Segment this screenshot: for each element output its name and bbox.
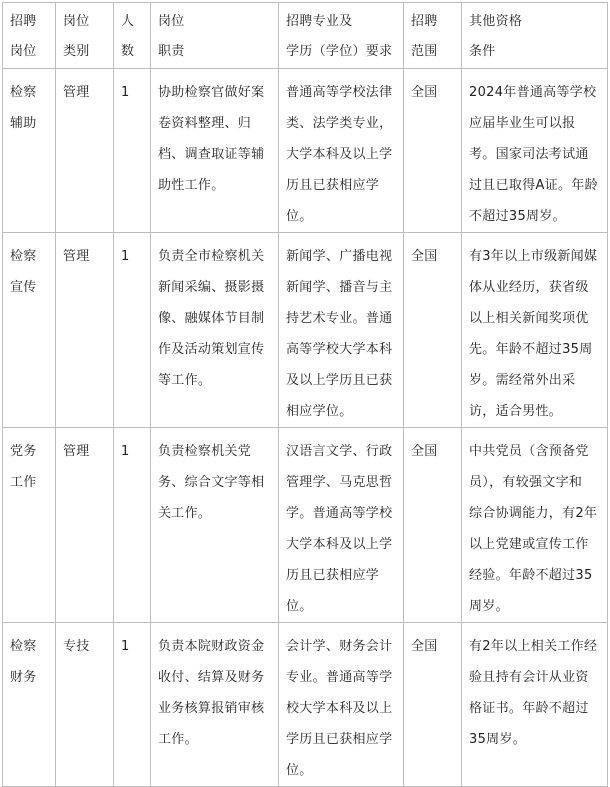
cell-text: 新闻采编、摄影摄 — [158, 280, 265, 295]
cell-text: 历且已获相应学 — [286, 568, 380, 583]
cell-text: 岁。需经常外出采 — [469, 373, 576, 388]
cell-text: 管理学、马克思哲 — [286, 475, 393, 490]
cell-text: 体从业经历，获省级 — [469, 280, 589, 295]
cell-text: 全国 — [411, 444, 438, 459]
header-text: 类别 — [63, 44, 90, 59]
cell-major — [279, 428, 404, 623]
header-category — [56, 3, 114, 69]
header-text: 范围 — [411, 44, 438, 59]
cell-text: 工作 — [10, 475, 37, 490]
cell-duty — [151, 623, 279, 787]
cell-text: 先。年龄不超过35周 — [469, 342, 593, 357]
cell-text: 专技 — [63, 639, 90, 654]
cell-text: 财务 — [10, 670, 37, 685]
cell-duty — [151, 428, 279, 623]
header-scope — [404, 3, 462, 69]
cell-text: 1 — [121, 444, 130, 459]
cell-text: 管理 — [63, 85, 90, 100]
cell-text: 2024年普通高等学校 — [469, 85, 597, 100]
header-text: 招聘专业及 — [286, 14, 353, 29]
cell-category — [56, 69, 114, 233]
cell-text: 辅助 — [10, 116, 37, 131]
cell-scope — [404, 233, 462, 428]
cell-text: 全国 — [411, 85, 438, 100]
cell-text: 工作。 — [158, 732, 198, 747]
cell-text: 助性工作。 — [158, 178, 225, 193]
header-text: 数 — [121, 44, 135, 59]
cell-text: 考。国家司法考试通 — [469, 147, 589, 162]
cell-text: 新闻学、广播电视 — [286, 249, 393, 264]
header-text: 招聘 — [411, 14, 438, 29]
cell-text: 专业。普通高等学 — [286, 670, 393, 685]
cell-other — [462, 428, 608, 623]
cell-count — [114, 69, 151, 233]
cell-scope — [404, 428, 462, 623]
header-other — [462, 3, 608, 69]
cell-text: 员），有较强文字和 — [469, 475, 583, 490]
cell-count — [114, 233, 151, 428]
cell-text: 位。 — [286, 763, 313, 778]
cell-position — [3, 623, 56, 787]
cell-text: 校大学本科及以上 — [286, 701, 393, 716]
cell-text: 历且已获相应学 — [286, 178, 380, 193]
cell-text: 以上相关新闻奖项优 — [469, 311, 589, 326]
header-text: 招聘 — [10, 14, 37, 29]
header-row — [3, 3, 608, 69]
cell-text: 经验。年龄不超过35 — [469, 568, 593, 583]
cell-text: 汉语言文学、行政 — [286, 444, 393, 459]
cell-text: 等工作。 — [158, 373, 212, 388]
cell-text: 检察 — [10, 639, 37, 654]
cell-text: 格证书。年龄不超过 — [469, 701, 589, 716]
cell-text: 全国 — [411, 249, 438, 264]
header-text: 岗位 — [158, 14, 185, 29]
header-text: 条件 — [469, 44, 496, 59]
header-position — [3, 3, 56, 69]
table-row — [3, 233, 608, 428]
cell-other — [462, 233, 608, 428]
cell-text: 协助检察官做好案 — [158, 85, 265, 100]
cell-text: 会计学、财务会计 — [286, 639, 393, 654]
table-row — [3, 69, 608, 233]
cell-text: 学历且已获相应学 — [286, 732, 393, 747]
cell-text: 应届毕业生可以报 — [469, 116, 576, 131]
cell-text: 有3年以上市级新闻媒 — [469, 249, 598, 264]
header-text: 其他资格 — [469, 14, 523, 29]
header-text: 职责 — [158, 44, 185, 59]
cell-text: 及以上学历且已获 — [286, 373, 393, 388]
cell-text: 相应学位。 — [286, 404, 353, 419]
cell-position — [3, 428, 56, 623]
cell-text: 验且持有会计从业资 — [469, 670, 589, 685]
cell-text: 访，适合男性。 — [469, 404, 563, 419]
header-count — [114, 3, 151, 69]
cell-text: 过且已取得A证。年龄 — [469, 178, 598, 193]
cell-category — [56, 233, 114, 428]
cell-text: 党务 — [10, 444, 37, 459]
cell-text: 卷资料整理、归 — [158, 116, 252, 131]
cell-text: 周岁。 — [469, 599, 509, 614]
cell-other — [462, 69, 608, 233]
cell-text: 有2年以上相关工作经 — [469, 639, 598, 654]
cell-count — [114, 623, 151, 787]
header-text: 岗位 — [63, 14, 90, 29]
cell-text: 档、调查取证等辅 — [158, 147, 265, 162]
cell-text: 1 — [121, 85, 130, 100]
cell-text: 负责检察机关党 — [158, 444, 252, 459]
cell-text: 关工作。 — [158, 506, 212, 521]
cell-duty — [151, 233, 279, 428]
cell-text: 宣传 — [10, 280, 37, 295]
header-duty — [151, 3, 279, 69]
table-row — [3, 428, 608, 623]
cell-text: 新闻学、播音与主 — [286, 280, 393, 295]
cell-text: 大学本科及以上学 — [286, 537, 393, 552]
cell-category — [56, 623, 114, 787]
cell-text: 检察 — [10, 249, 37, 264]
cell-text: 高等学校大学本科 — [286, 342, 393, 357]
cell-text: 学。普通高等学校 — [286, 506, 393, 521]
table-row — [3, 623, 608, 787]
cell-text: 以上党建或宣传工作 — [469, 537, 589, 552]
cell-text: 管理 — [63, 444, 90, 459]
header-text: 学历（学位）要求 — [286, 44, 393, 59]
cell-scope — [404, 69, 462, 233]
cell-text: 像、融媒体节目制 — [158, 311, 265, 326]
cell-text: 位。 — [286, 209, 313, 224]
cell-text: 负责全市检察机关 — [158, 249, 265, 264]
cell-text: 务、综合文字等相 — [158, 475, 265, 490]
cell-text: 业务核算报销审核 — [158, 701, 265, 716]
header-text: 人 — [121, 14, 135, 29]
cell-text: 综合协调能力，有2年 — [469, 506, 598, 521]
cell-text: 管理 — [63, 249, 90, 264]
cell-text: 类、法学类专业， — [286, 116, 393, 131]
cell-text: 全国 — [411, 639, 438, 654]
cell-text: 1 — [121, 639, 130, 654]
cell-text: 中共党员（含预备党 — [469, 444, 589, 459]
cell-major — [279, 69, 404, 233]
header-major — [279, 3, 404, 69]
cell-major — [279, 623, 404, 787]
cell-text: 1 — [121, 249, 130, 264]
cell-text: 检察 — [10, 85, 37, 100]
cell-duty — [151, 69, 279, 233]
cell-position — [3, 233, 56, 428]
cell-text: 35周岁。 — [469, 732, 527, 747]
cell-scope — [404, 623, 462, 787]
cell-text: 负责本院财政资金 — [158, 639, 265, 654]
cell-text: 位。 — [286, 599, 313, 614]
cell-text: 作及活动策划宣传 — [158, 342, 265, 357]
recruitment-table — [2, 2, 608, 787]
cell-category — [56, 428, 114, 623]
cell-text: 持艺术专业。普通 — [286, 311, 393, 326]
cell-count — [114, 428, 151, 623]
cell-text: 不超过35周岁。 — [469, 209, 566, 224]
cell-text: 大学本科及以上学 — [286, 147, 393, 162]
cell-other — [462, 623, 608, 787]
cell-major — [279, 233, 404, 428]
cell-text: 普通高等学校法律 — [286, 85, 393, 100]
cell-text: 收付、结算及财务 — [158, 670, 265, 685]
cell-position — [3, 69, 56, 233]
header-text: 岗位 — [10, 44, 37, 59]
